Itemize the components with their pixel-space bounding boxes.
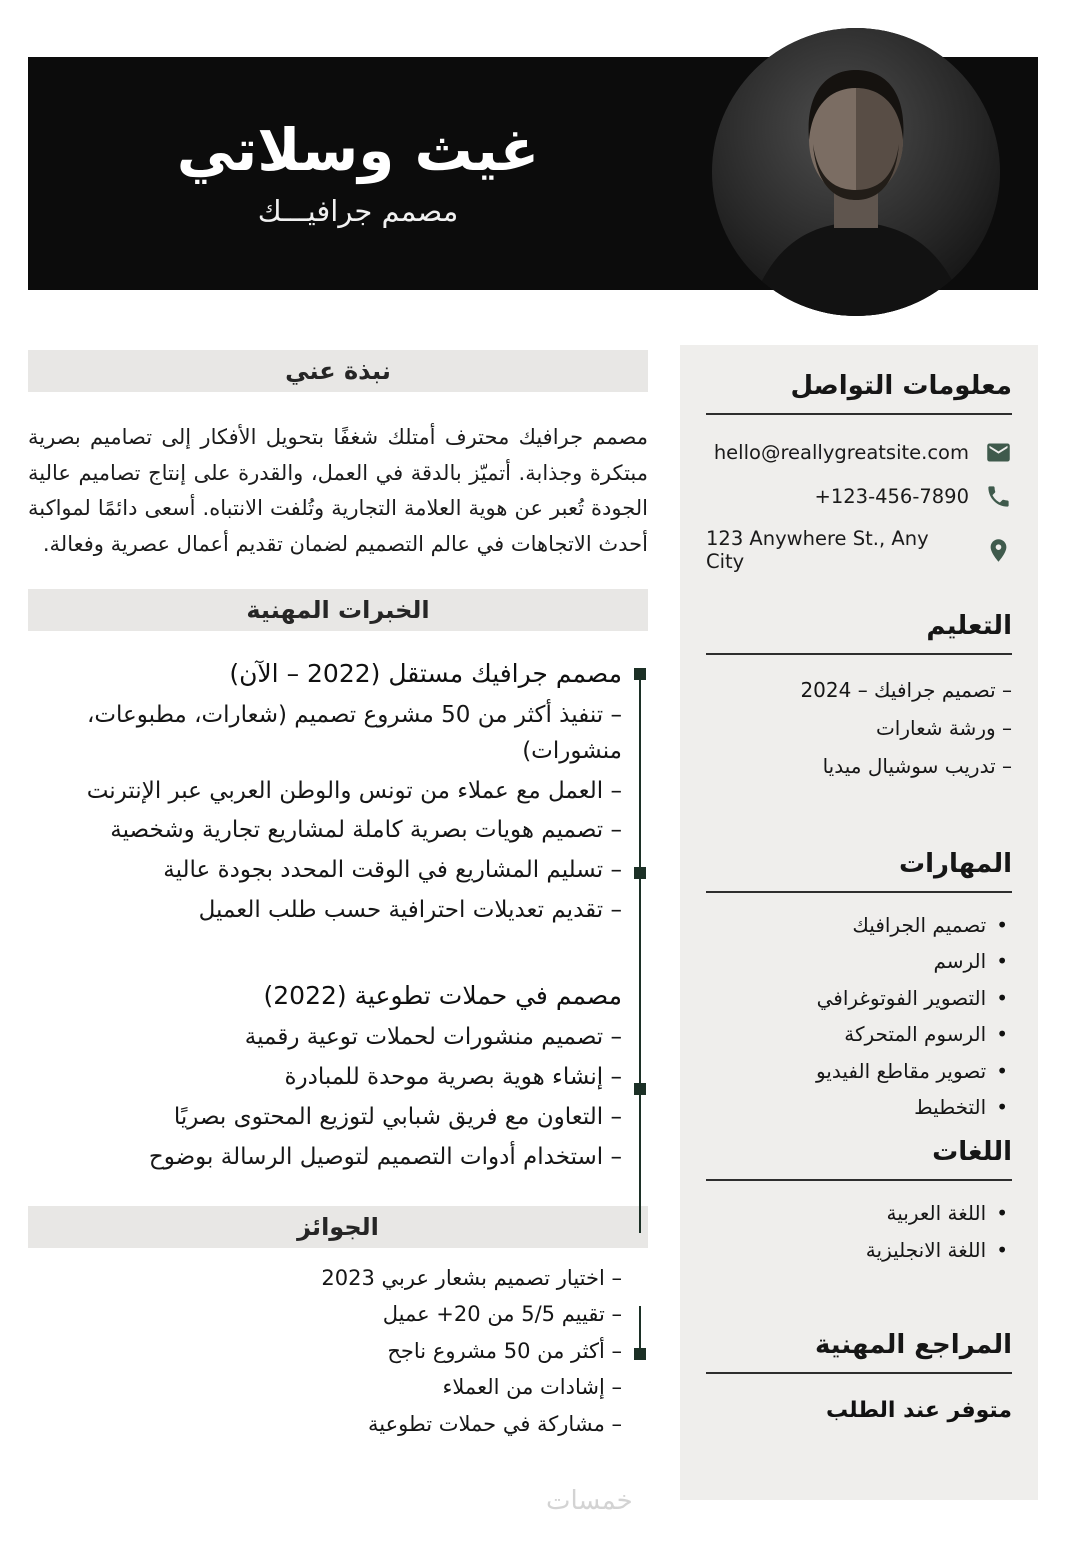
job-bullet: – استخدام أدوات التصميم لتوصيل الرسالة بوضوح bbox=[148, 1143, 622, 1170]
skill-item: • تصوير مقاطع الفيديو bbox=[706, 1053, 1008, 1089]
skills-heading: المهارات bbox=[706, 849, 1012, 893]
experience-section-header: الخبرات المهنية bbox=[28, 589, 648, 631]
job-title: مصمم في حملات تطوعية (2022) bbox=[263, 981, 622, 1010]
award-item: – إشادات من العملاء bbox=[442, 1375, 622, 1400]
contact-address: 123 Anywhere St., Any City bbox=[706, 527, 929, 573]
experience-timeline bbox=[28, 659, 648, 1176]
awards-section-header: الجوائز bbox=[28, 1206, 648, 1248]
languages-list bbox=[706, 1195, 1012, 1268]
references-note: متوفر عند الطلب bbox=[825, 1398, 1012, 1424]
education-item: – ورشة شعارات bbox=[875, 716, 1012, 740]
job-bullet: – تسليم المشاريع في الوقت المحدد بجودة عالية bbox=[163, 857, 622, 884]
job-title: مصمم جرافيك مستقل (2022 – الآن) bbox=[229, 658, 622, 688]
contact-row-email bbox=[706, 439, 1012, 466]
job-bullet: – تنفيذ أكثر من 50 مشروع تصميم (شعارات، مطبوعات، منشورات) bbox=[86, 701, 622, 764]
timeline-marker bbox=[634, 668, 646, 680]
award-item: – أكثر من 50 مشروع ناجح bbox=[387, 1338, 622, 1363]
awards-list bbox=[28, 1262, 648, 1441]
skill-item: • التخطيط bbox=[706, 1089, 1008, 1125]
portrait-illustration bbox=[712, 28, 1000, 316]
contact-list bbox=[706, 439, 1012, 573]
skills-section bbox=[706, 849, 1012, 1125]
education-heading: التعليم bbox=[706, 611, 1012, 655]
award-item: – مشاركة في حملات تطوعية bbox=[368, 1411, 622, 1436]
timeline-marker bbox=[634, 867, 646, 879]
skill-item: • الرسوم المتحركة bbox=[706, 1016, 1008, 1052]
skill-item: • تصميم الجرافيك bbox=[706, 907, 1008, 943]
contact-phone: +123-456-7890 bbox=[814, 485, 969, 508]
header-identity bbox=[28, 57, 688, 290]
main-column bbox=[28, 345, 648, 1444]
job-bullet: – تصميم منشورات لحملات توعية رقمية bbox=[244, 1024, 622, 1050]
contact-row-phone bbox=[706, 483, 1012, 510]
skill-item: • التصوير الفوتوغرافي bbox=[706, 980, 1008, 1016]
education-list bbox=[706, 671, 1012, 785]
job-bullet: – إنشاء هوية بصرية موحدة للمبادرة bbox=[284, 1063, 622, 1090]
timeline-marker bbox=[634, 1083, 646, 1095]
timeline-marker bbox=[634, 1348, 646, 1360]
education-section bbox=[706, 611, 1012, 785]
job-bullet: – تصميم هويات بصرية كاملة لمشاريع تجارية وشخصية bbox=[110, 817, 622, 844]
award-item: – تقييم 5/5 من 20+ عميل bbox=[382, 1302, 622, 1327]
education-item: – تدريب سوشيال ميديا bbox=[822, 754, 1012, 778]
references-heading: المراجع المهنية bbox=[706, 1330, 1012, 1374]
khamsat-watermark: خمسات bbox=[546, 1486, 633, 1516]
award-item: – اختيار تصميم بشعار عربي 2023 bbox=[321, 1265, 622, 1290]
location-icon bbox=[985, 537, 1012, 564]
skills-list bbox=[706, 907, 1012, 1125]
job-bullet: – تقديم تعديلات احترافية حسب طلب العميل bbox=[198, 897, 622, 924]
job-entry bbox=[30, 981, 622, 1176]
languages-section bbox=[706, 1137, 1012, 1268]
contact-section bbox=[706, 371, 1012, 573]
contact-email: hello@reallygreatsite.com bbox=[713, 441, 969, 464]
envelope-icon bbox=[985, 439, 1012, 466]
profile-photo bbox=[712, 28, 1000, 316]
phone-icon bbox=[985, 483, 1012, 510]
contact-heading: معلومات التواصل bbox=[706, 371, 1012, 415]
about-paragraph: مصمم جرافيك محترف أمتلك شغفًا بتحويل الأفكار إلى تصاميم بصرية مبتكرة وجذابة. أتميّز بالدقة في العمل، والقدرة على إنتاج تصاميم عالية الجودة تُعبر عن هوية العلامة التجارية وتُلفت الانتباه. أسعى دائمًا لمواكبة أحدث الاتجاهات في عالم التصميم لضمان تقديم أعمال عصرية وفعالة. bbox=[28, 425, 648, 557]
job-bullet: – العمل مع عملاء من تونس والوطن العربي عبر الإنترنت bbox=[86, 777, 622, 804]
content-columns bbox=[28, 345, 1038, 1500]
education-item: – تصميم جرافيك – 2024 bbox=[800, 678, 1012, 702]
skill-item: • الرسم bbox=[706, 943, 1008, 979]
job-entry bbox=[30, 659, 622, 929]
languages-heading: اللغات bbox=[706, 1137, 1012, 1181]
person-role: مصمم جرافيـــك bbox=[257, 194, 459, 229]
job-bullet: – التعاون مع فريق شبابي لتوزيع المحتوى بصريًا bbox=[173, 1103, 622, 1130]
language-item: • اللغة الانجليزية bbox=[706, 1232, 1008, 1268]
about-section-header: نبذة عني bbox=[28, 350, 648, 392]
sidebar bbox=[680, 345, 1038, 1500]
references-section bbox=[706, 1330, 1012, 1423]
timeline-line bbox=[639, 673, 641, 1233]
contact-row-address bbox=[706, 527, 1012, 573]
person-name: غيث وسلاتي bbox=[176, 115, 540, 184]
language-item: • اللغة العربية bbox=[706, 1195, 1008, 1231]
